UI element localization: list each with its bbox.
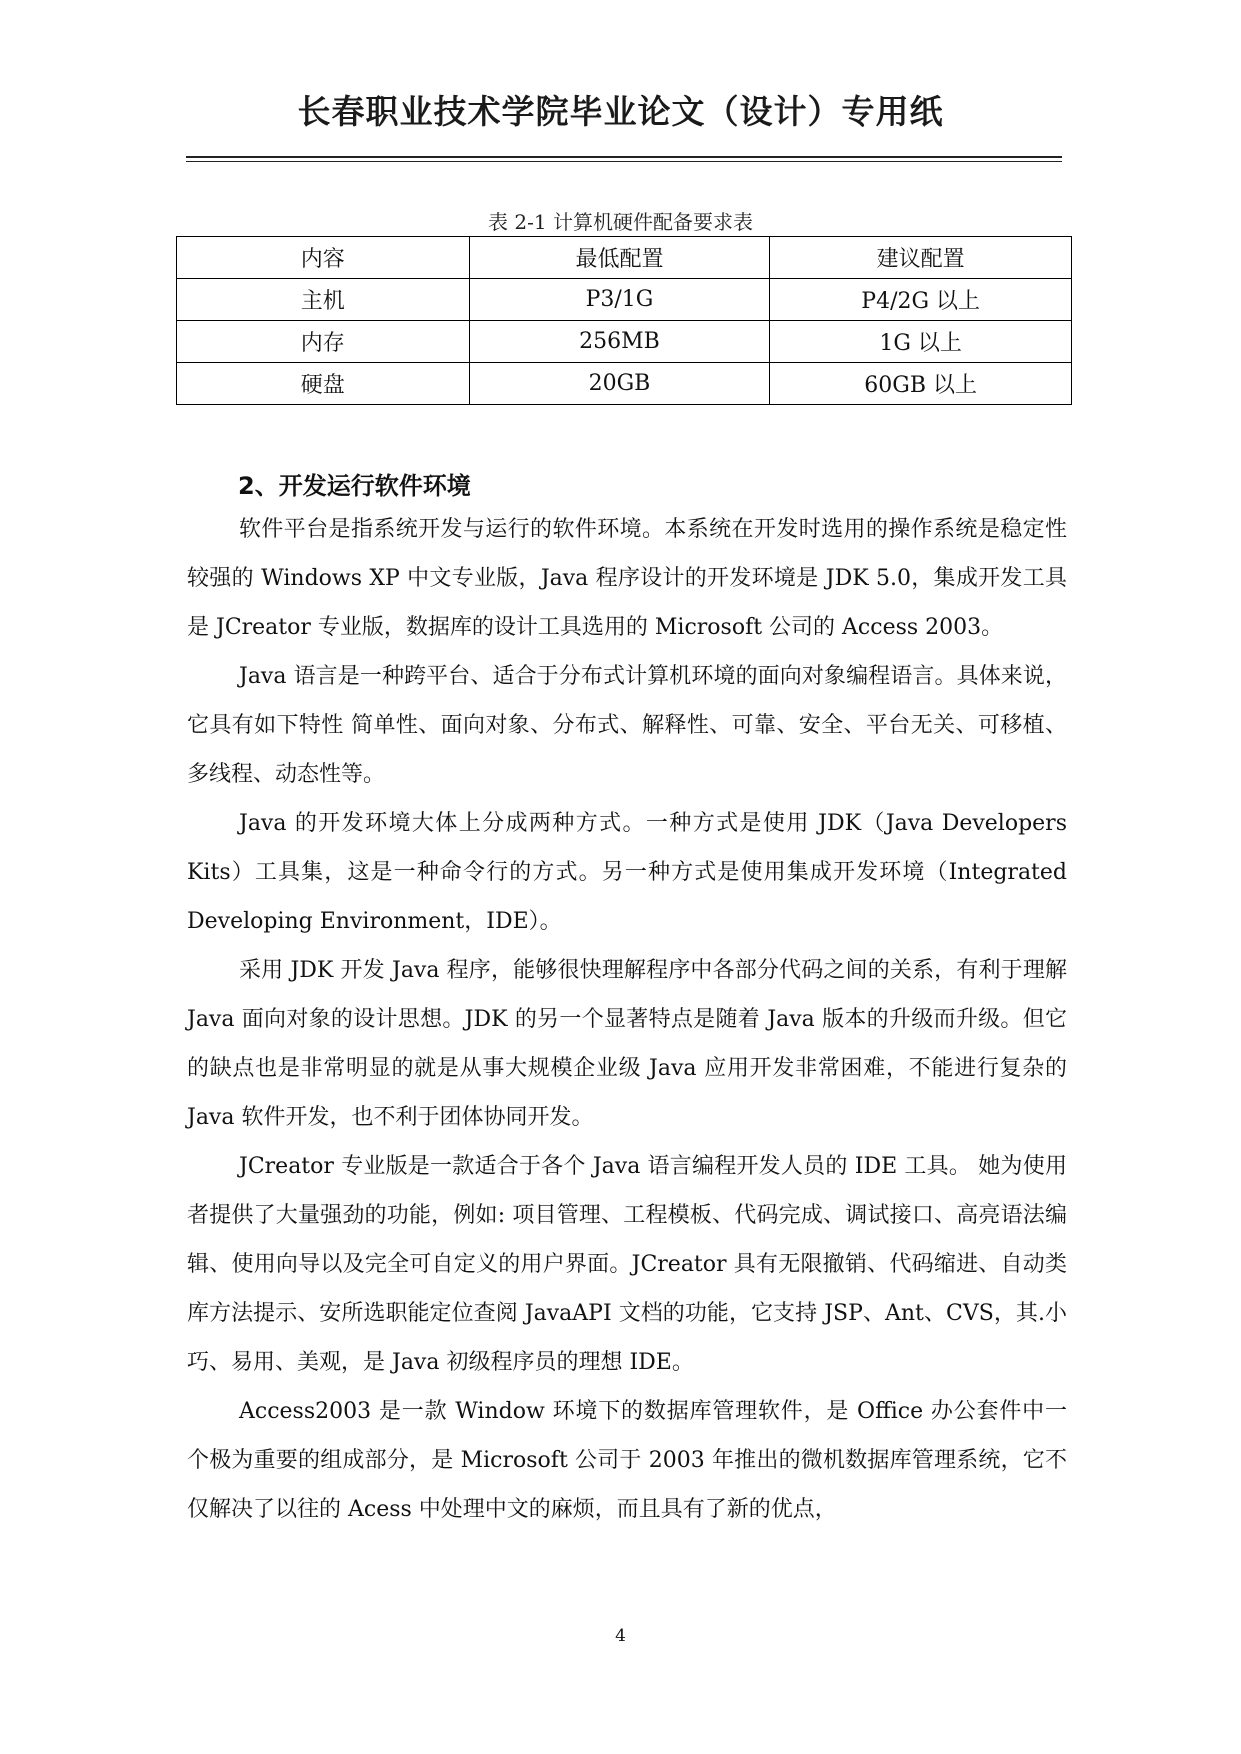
table-row	[177, 363, 1072, 405]
header-cell-minimum: 最低配置	[469, 237, 770, 279]
paragraph: JCreator 专业版是一款适合于各个 Java 语言编程开发人员的 IDE 工具。 她为使用者提供了大量强劲的功能，例如: 项目管理、工程模板、代码完成、调试接口、高亮语法编辑、使用向导以及完全可自定义的用户界面。JCreator 具有无限撤销、代码缩进、自动类库方法提示、安所选职能定位查阅 JavaAPI 文档的功能，它支持 JSP、Ant、CVS，其.小巧、易用、美观，是 Java 初级程序员的理想 IDE。	[187, 1154, 1067, 1375]
page-number: 4	[615, 1626, 626, 1646]
table-cell: 60GB 以上	[770, 363, 1072, 405]
table-cell: 内存	[177, 321, 470, 363]
table-row	[177, 321, 1072, 363]
table-cell: 20GB	[469, 363, 770, 405]
paragraph: Java 的开发环境大体上分成两种方式。一种方式是使用 JDK（Java Developers Kits）工具集，这是一种命令行的方式。另一种方式是使用集成开发环境（Integrated Developing Environment，IDE）。	[187, 811, 1067, 934]
header-cell-content: 内容	[177, 237, 470, 279]
table-cell: 硬盘	[177, 363, 470, 405]
hardware-requirements-table	[176, 236, 1072, 405]
header-rule-thin	[186, 161, 1062, 162]
section-heading: 2、开发运行软件环境	[238, 472, 471, 500]
header-rule-thick	[186, 156, 1062, 158]
table-cell: P4/2G 以上	[770, 279, 1072, 321]
table-header-row	[177, 237, 1072, 279]
paragraph: Java 语言是一种跨平台、适合于分布式计算机环境的面向对象编程语言。具体来说，它具有如下特性 简单性、面向对象、分布式、解释性、可靠、安全、平台无关、可移植、多线程、动态性等。	[187, 664, 1067, 787]
table-caption: 表 2-1 计算机硬件配备要求表	[488, 210, 753, 234]
table-row	[177, 279, 1072, 321]
table-cell: 1G 以上	[770, 321, 1072, 363]
body-text	[187, 505, 1067, 1534]
header-cell-recommended: 建议配置	[770, 237, 1072, 279]
table-cell: 主机	[177, 279, 470, 321]
page-header-title: 长春职业技术学院毕业论文（设计）专用纸	[297, 92, 944, 131]
table-cell: 256MB	[469, 321, 770, 363]
table-cell: P3/1G	[469, 279, 770, 321]
paragraph: 采用 JDK 开发 Java 程序，能够很快理解程序中各部分代码之间的关系，有利于理解 Java 面向对象的设计思想。JDK 的另一个显著特点是随着 Java 版本的升级而升级。但它的缺点也是非常明显的就是从事大规模企业级 Java 应用开发非常困难，不能进行复杂的 Java 软件开发，也不利于团体协同开发。	[187, 958, 1067, 1130]
paragraph: 软件平台是指系统开发与运行的软件环境。本系统在开发时选用的操作系统是稳定性较强的 Windows XP 中文专业版，Java 程序设计的开发环境是 JDK 5.0，集成开发工具是 JCreator 专业版，数据库的设计工具选用的 Microsoft 公司的 Access 2003。	[187, 517, 1067, 640]
paragraph: Access2003 是一款 Window 环境下的数据库管理软件，是 Office 办公套件中一个极为重要的组成部分，是 Microsoft 公司于 2003 年推出的微机数据库管理系统，它不仅解决了以往的 Acess 中处理中文的麻烦，而且具有了新的优点，	[187, 1399, 1067, 1522]
